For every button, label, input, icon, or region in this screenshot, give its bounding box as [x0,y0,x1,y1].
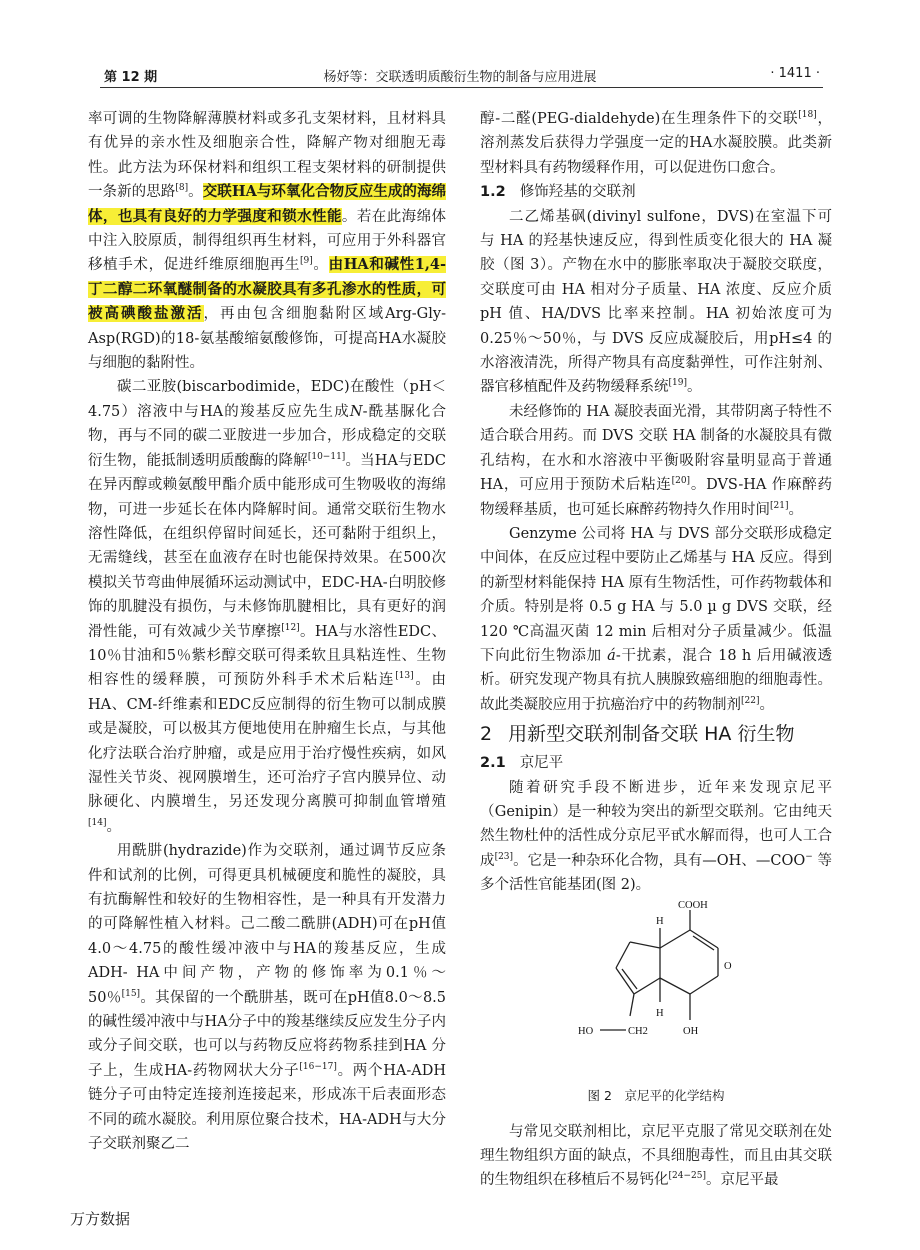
footer-watermark: 万方数据 [70,1210,131,1228]
figure-genipin-structure [480,898,832,1120]
header-rule [100,87,823,88]
citation[interactable]: [14] [88,817,107,828]
citation[interactable]: [22] [741,695,760,706]
citation[interactable]: [19] [668,378,687,389]
page-number: · 1411 · [770,66,820,81]
citation[interactable]: [9] [300,256,313,267]
left-column [88,107,446,1156]
paragraph-genipin-advantage: 与常见交联剂相比，京尼平克服了常见交联剂在处理生物组织方面的缺点，不具细胞毒性，而且由其交联的生物组织在移植后不易钙化[24−25]。京尼平最 [480,1123,832,1189]
label-o: O [724,960,732,972]
citation[interactable]: [10−11] [307,451,346,462]
figure-caption: 图 2 京尼平的化学结构 [587,1087,725,1103]
right-column [480,107,832,1193]
section-heading-2-1: 2.1 京尼平 [480,755,564,772]
citation[interactable]: [13] [395,671,414,682]
label-h-top: H [656,915,664,927]
paragraph-peg: 醇-二醛(PEG-dialdehyde)在生理条件下的交联[18]，溶剂蒸发后获得力学强度一定的HA水凝胶膜。此类新型材料具有药物缓释作用，可以促进伤口愈合。 [480,110,832,176]
section-heading-2: 2 用新型交联剂制备交联 HA 衍生物 [480,723,795,746]
paragraph-hydrazide: 用酰肼(hydrazide)作为交联剂，通过调节反应条件和试剂的比例，可得更具机械硬度和脆性的凝胶，具有抗酶解性和较好的生物相容性，是一种具有开发潜力的可降解性植入材料。己二酸二酰肼(ADH)可在pH值4.0～4.75的酸性缓冲液中与HA的羧基反应，生成ADH- HA中间产物，产物的修饰率为0.1％～50％[15]。其保留的一个酰肼基，既可在pH值8.0～8.5的碱性缓冲液中与HA分子中的羧基继续反应发生分子内或分子间交联，也可以与药物反应将药物系挂到HA 分子上，生成HA-药物网状大分子[16−17]。两个HA-ADH链分子可由特定连接剂连接起来，形成冻干后表面形态不同的疏水凝胶。利用原位聚合技术，HA-ADH与大分子交联剂聚乙二 [88,843,447,1153]
citation[interactable]: [21] [770,500,789,511]
citation[interactable]: [16−17] [299,1062,337,1073]
label-ho: HO [578,1025,594,1037]
label-cooh: COOH [678,899,708,911]
citation[interactable]: [24−25] [668,1171,706,1182]
citation[interactable]: [8] [175,183,189,194]
citation[interactable]: [20] [671,476,691,487]
running-title: 杨妤等：交联透明质酸衍生物的制备与应用进展 [323,70,597,85]
issue-number: 第 12 期 [104,70,158,85]
section-heading-1-2: 1.2 修饰羟基的交联剂 [480,184,636,201]
label-h-bottom: H [656,1007,664,1019]
citation[interactable]: [18] [798,110,817,121]
paragraph-genipin: 随着研究手段不断进步，近年来发现京尼平（Genipin）是一种较为突出的新型交联剂。它由纯天然生物杜仲的活性成分京尼平甙水解而得，也可人工合成[23]。它是一种杂环化合物，具有—OH、—COO− 等多个活性官能基团(图 2)。 [480,779,833,894]
highlighted-text: 交联HA与环氧化合物反应生成的海绵体，也具有良好的力学强度和锁水性能 [88,183,447,225]
paragraph-edc: 碳二亚胺(biscarbodimide，EDC)在酸性（pH＜4.75）溶液中与HA的羧基反应先生成N-酰基脲化合物，再与不同的碳二亚胺进一步加合，形成稳定的交联衍生物，能抵制透明质酸酶的降解[10−11]。当HA与EDC在异丙醇或赖氨酸甲酯介质中能形成可生物吸收的海绵物，可进一步延长在体内降解时间。通常交联衍生物水溶性降低，在组织停留时间延长，还可黏附于组织上，无需缝线，甚至在血液存在时也能保持效果。在500次模拟关节弯曲伸展循环运动测试中，EDC-HA-白明胶修饰的肌腱没有损伤，与未修饰肌腱相比，具有更好的润滑性能，可有效减少关节摩擦[12]。HA与水溶性EDC、10％甘油和5％紫杉醇交联可得柔软且具粘连性、生物相容性的缓释膜，可预防外科手术术后粘连[13]。由HA、CM-纤维素和EDC反应制得的衍生物可以制成膜或是凝胶，可以极其方便地使用在肿瘤生长点，与其他化疗法联合治疗肿瘤，或是应用于治疗慢性疾病，如风湿性关节炎、视网膜增生，还可治疗子宫内膜异位、动脉硬化、内膜增生，另还发现分离膜可抑制血管增殖[14]。 [88,379,447,835]
citation[interactable]: [12] [281,622,300,633]
highlighted-text: 由HA和碱性1,4-丁二醇二环氧醚制备的水凝胶具有多孔渗水的性质，可被高碘酸盐激活 [88,256,446,323]
label-ch2: CH2 [628,1025,648,1037]
running-header [100,66,820,88]
paragraph-dvs-gel: 未经修饰的 HA 凝胶表面光滑，其带阴离子特性不适合联合用药。而 DVS 交联 HA 制备的水凝胶具有微孔结构，在水和水溶液中平衡吸附容量明显高于普通 HA，可应用于预防术后粘连[20]。DVS-HA 作麻醉药物缓释基质，也可延长麻醉药物持久作用时间[21]。 [480,403,832,518]
paragraph-genzyme: Genzyme 公司将 HA 与 DVS 部分交联形成稳定中间体，在反应过程中要防止乙烯基与 HA 反应。得到的新型材料能保持 HA 原有生物活性，可作药物载体和介质。特别是将 0.5 g HA 与 5.0 µ g DVS 交联，经 120 ℃高温灭菌 12 min 后相对分子质量减少。低温下向此衍生物添加 á-干扰素，混合 18 h 后用碱液透析。研究发现产物具有抗人胰腺致癌细胞的细胞毒性。故此类凝胶应用于抗癌治疗中的药物制剂[22]。 [480,525,833,713]
citation[interactable]: [23] [494,851,514,862]
genipin-structure-diagram [480,898,832,1088]
citation[interactable]: [15] [121,988,141,999]
paragraph-dvs: 二乙烯基砜(divinyl sulfone，DVS)在室温下可与 HA 的羟基快速反应，得到性质变化很大的 HA 凝胶（图 3）。产物在水中的膨胀率取决于凝胶交联度，交联度可由 HA 相对分子质量、HA 浓度、反应介质 pH 值、HA/DVS 比率来控制。HA 初始浓度可为 0.25％～50％，与 DVS 反应成凝胶后，用pH≤4 的水溶液清洗，所得产物具有高度黏弹性，可作注射剂、器官移植配件及药物缓释系统[19]。 [480,208,832,396]
label-oh: OH [683,1025,699,1037]
paragraph-epoxide: 率可调的生物降解薄膜材料或多孔支架材料，且材料具有优异的亲水性及细胞亲合性，降解产物对细胞无毒性。此方法为环保材料和组织工程支架材料的研制提供一条新的思路[8]。交联HA与环氧化合物反应生成的海绵体，也具有良好的力学强度和锁水性能。若在此海绵体中注入胶原质，制得组织再生材料，可应用于外科器官移植手术，促进纤维原细胞再生[9]。由HA和碱性1,4-丁二醇二环氧醚制备的水凝胶具有多孔渗水的性质，可被高碘酸盐激活，再由包含细胞黏附区域Arg-Gly-Asp(RGD)的18-氨基酸缩氨酸修饰，可提高HA水凝胶与细胞的黏附性。 [88,111,447,372]
